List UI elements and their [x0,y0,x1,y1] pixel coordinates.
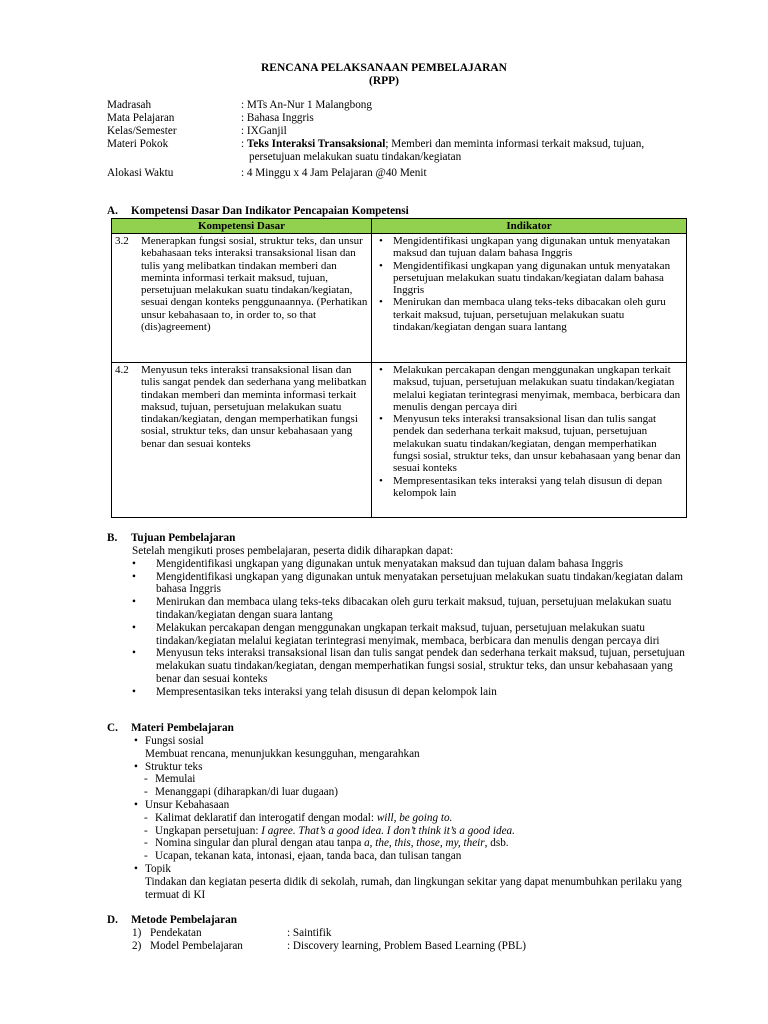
section-title: Metode Pembelajaran [131,914,237,926]
table-header-row [112,219,687,234]
section-title: Tujuan Pembelajaran [131,532,236,544]
kd-text: Menerapkan fungsi sosial, struktur teks, dan unsur kebahasaan teks interaksi transaksional lisan dan tulis yang melibatkan tindakan memberi dan meminta informasi terkait maksud, tujuan, persetujuan melakukan suatu tindakan/kegiatan, sesuai dengan konteks penggunaannya. (Perhatikan unsur kebahasaan to, in order to, so that (dis)agreement) [141,235,368,334]
section-letter: C. [107,722,118,734]
section-d-heading [107,914,237,927]
tujuan-block [107,545,697,699]
sub-item-example: a, the, this, those, my, their [364,837,485,850]
materi-pokok-rest: ; Memberi dan meminta informasi terkait maksud, tujuan, [385,138,645,150]
identity-value: : MTs An-Nur 1 Malangbong [241,99,372,111]
materi-subtitle: • Fungsi sosial [145,735,204,747]
list-item [107,761,697,799]
list-item: • Menirukan dan membaca ulang teks-teks dibacakan oleh guru terkait maksud, tujuan, persetujuan melakukan suatu tindakan/kegiatan dengan suara lantang [107,596,697,622]
kd-number: 4.2 [115,364,129,376]
metode-value: : Discovery learning, Problem Based Learning (PBL) [287,940,526,952]
list-item [107,735,697,761]
sub-item-end: , dsb. [484,837,509,850]
tujuan-list [107,558,697,699]
metode-num: 1) [132,927,142,939]
sub-item [143,825,697,838]
kd-cell [112,234,372,363]
materi-text: Membuat rencana, menunjukkan kesungguhan, mengarahkan [145,747,420,760]
materi-subtitle: • Topik [145,862,171,875]
materi-list [107,735,697,901]
identity-value [241,138,644,151]
identity-label: Madrasah [107,99,152,111]
section-title: Kompetensi Dasar Dan Indikator Pencapaian Kompetensi [131,205,409,217]
list-item: • Menyusun teks interaksi transaksional lisan dan tulis sangat pendek dan sederhana terkait maksud, tujuan, persetujuan melakukan suatu tindakan/kegiatan, dengan memperhatikan fungsi sosial, struktur teks, dan unsur kebahasaan yang benar dan sesuai konteks [107,647,697,685]
materi-pokok-bold: Teks Interaksi Transaksional [246,138,386,150]
indicator-item: • Menyusun teks interaksi transaksional lisan dan tulis sangat pendek dan sederhana terkait maksud, tujuan, persetujuan melakukan suatu tindakan/kegiatan, dengan memperhatikan fungsi sosial, struktur teks, dan unsur kebahasaan yang benar dan sesuai konteks [375,413,683,474]
identity-label: Kelas/Semester [107,125,177,137]
list-item [107,799,697,863]
indicator-list [375,364,683,499]
identity-continuation: persetujuan melakukan suatu tindakan/kegiatan [249,151,462,163]
indicator-item: • Melakukan percakapan dengan menggunakan ungkapan terkait maksud, tujuan, persetujuan melakukan suatu tindakan/kegiatan melalui kegiatan terintegrasi menyimak, membaca, berbicara dan menulis dengan percaya diri [375,364,683,413]
materi-text: Tindakan dan kegiatan peserta didik di sekolah, rumah, dan lingkungan sekitar yang dapat menumbuhkan perilaku yang termuat di KI [145,875,682,901]
materi-subtitle: • Unsur Kebahasaan [145,798,230,811]
header-indikator: Indikator [372,219,687,234]
tujuan-intro: Setelah mengikuti proses pembelajaran, peserta didik diharapkan dapat: [132,545,454,557]
metode-value: : Saintifik [287,927,332,939]
indicator-item: • Mengidentifikasi ungkapan yang digunakan untuk menyatakan maksud dan tujuan dalam bahasa Inggris [375,235,683,260]
indicator-cell [372,234,687,363]
list-item: • Mengidentifikasi ungkapan yang digunakan untuk menyatakan maksud dan tujuan dalam bahasa Inggris [107,558,697,571]
sub-item: - Menanggapi (diharapkan/di luar dugaan) [143,786,697,799]
kd-number: 3.2 [115,235,129,247]
section-letter: B. [107,532,118,544]
kd-text: Menyusun teks interaksi transaksional lisan dan tulis sangat pendek dan sederhana yang melibatkan tindakan memberi dan meminta informasi terkait maksud, tujuan, persetujuan melakukan suatu tindakan/kegiatan, dengan memperhatikan fungsi sosial, struktur teks, dan unsur kebahasaan yang benar dan sesuai konteks [141,364,367,450]
sub-item [143,837,697,850]
sub-item: - Memulai [143,773,697,786]
identity-value: : IXGanjil [241,125,287,137]
sub-item-text: Kalimat deklaratif dan interogatif dengan modal: [155,811,377,824]
identity-value: : Bahasa Inggris [241,112,314,124]
table-row [112,234,687,363]
materi-subtitle: • Struktur teks [145,760,203,773]
sub-item-text: Nomina singular dan plural dengan atau tanpa [155,837,365,850]
metode-num: 2) [132,940,142,952]
section-c-heading [107,722,234,735]
list-item: • Mengidentifikasi ungkapan yang digunakan untuk menyatakan persetujuan melakukan suatu tindakan/kegiatan dalam bahasa Inggris [107,571,697,597]
identity-colon: : [241,138,247,150]
sub-item: - Ucapan, tekanan kata, intonasi, ejaan, tanda baca, dan tulisan tangan [143,850,697,863]
metode-label: Pendekatan [150,927,202,939]
table-row [112,363,687,518]
section-letter: D. [107,914,118,926]
identity-label: Mata Pelajaran [107,112,175,124]
sub-item-example: will, be going to. [376,811,453,824]
list-item [107,863,697,901]
identity-label: Alokasi Waktu [107,167,174,179]
sub-item-text: Ungkapan persetujuan: [155,824,262,837]
metode-label: Model Pembelajaran [150,940,243,952]
indicator-item: • Mengidentifikasi ungkapan yang digunakan untuk menyatakan persetujuan melakukan suatu tindakan/kegiatan dalam bahasa Inggris [375,260,683,297]
indicator-item: • Mempresentasikan teks interaksi yang telah disusun di depan kelompok lain [375,475,683,500]
unsur-list [145,812,697,863]
section-title: Materi Pembelajaran [131,722,234,734]
doc-subtitle: (RPP) [368,75,399,87]
indicator-item: • Menirukan dan membaca ulang teks-teks dibacakan oleh guru terkait maksud, tujuan, persetujuan melakukan suatu tindakan/kegiatan dengan suara lantang [375,296,683,333]
materi-block [107,735,697,901]
identity-value: : 4 Minggu x 4 Jam Pelajaran @40 Menit [241,167,427,179]
kd-cell [112,363,372,518]
struktur-list [145,773,697,799]
identity-label: Materi Pokok [107,138,169,150]
sub-item [143,812,697,825]
section-letter: A. [107,205,118,217]
section-a-heading [107,205,409,218]
sub-item-example: I agree. That’s a good idea. I don’t think it’s a good idea. [261,824,515,837]
list-item: • Melakukan percakapan dengan menggunakan ungkapan terkait maksud, tujuan, persetujuan melakukan suatu tindakan/kegiatan melalui kegiatan terintegrasi menyimak, membaca, berbicara dan menulis dengan percaya diri [107,622,697,648]
section-b-heading [107,532,235,545]
doc-title: RENCANA PELAKSANAAN PEMBELAJARAN [261,62,507,74]
list-item: • Mempresentasikan teks interaksi yang telah disusun di depan kelompok lain [107,686,697,699]
header-kd: Kompetensi Dasar [112,219,372,234]
competency-table [111,218,687,518]
indicator-list [375,235,683,333]
indicator-cell [372,363,687,518]
